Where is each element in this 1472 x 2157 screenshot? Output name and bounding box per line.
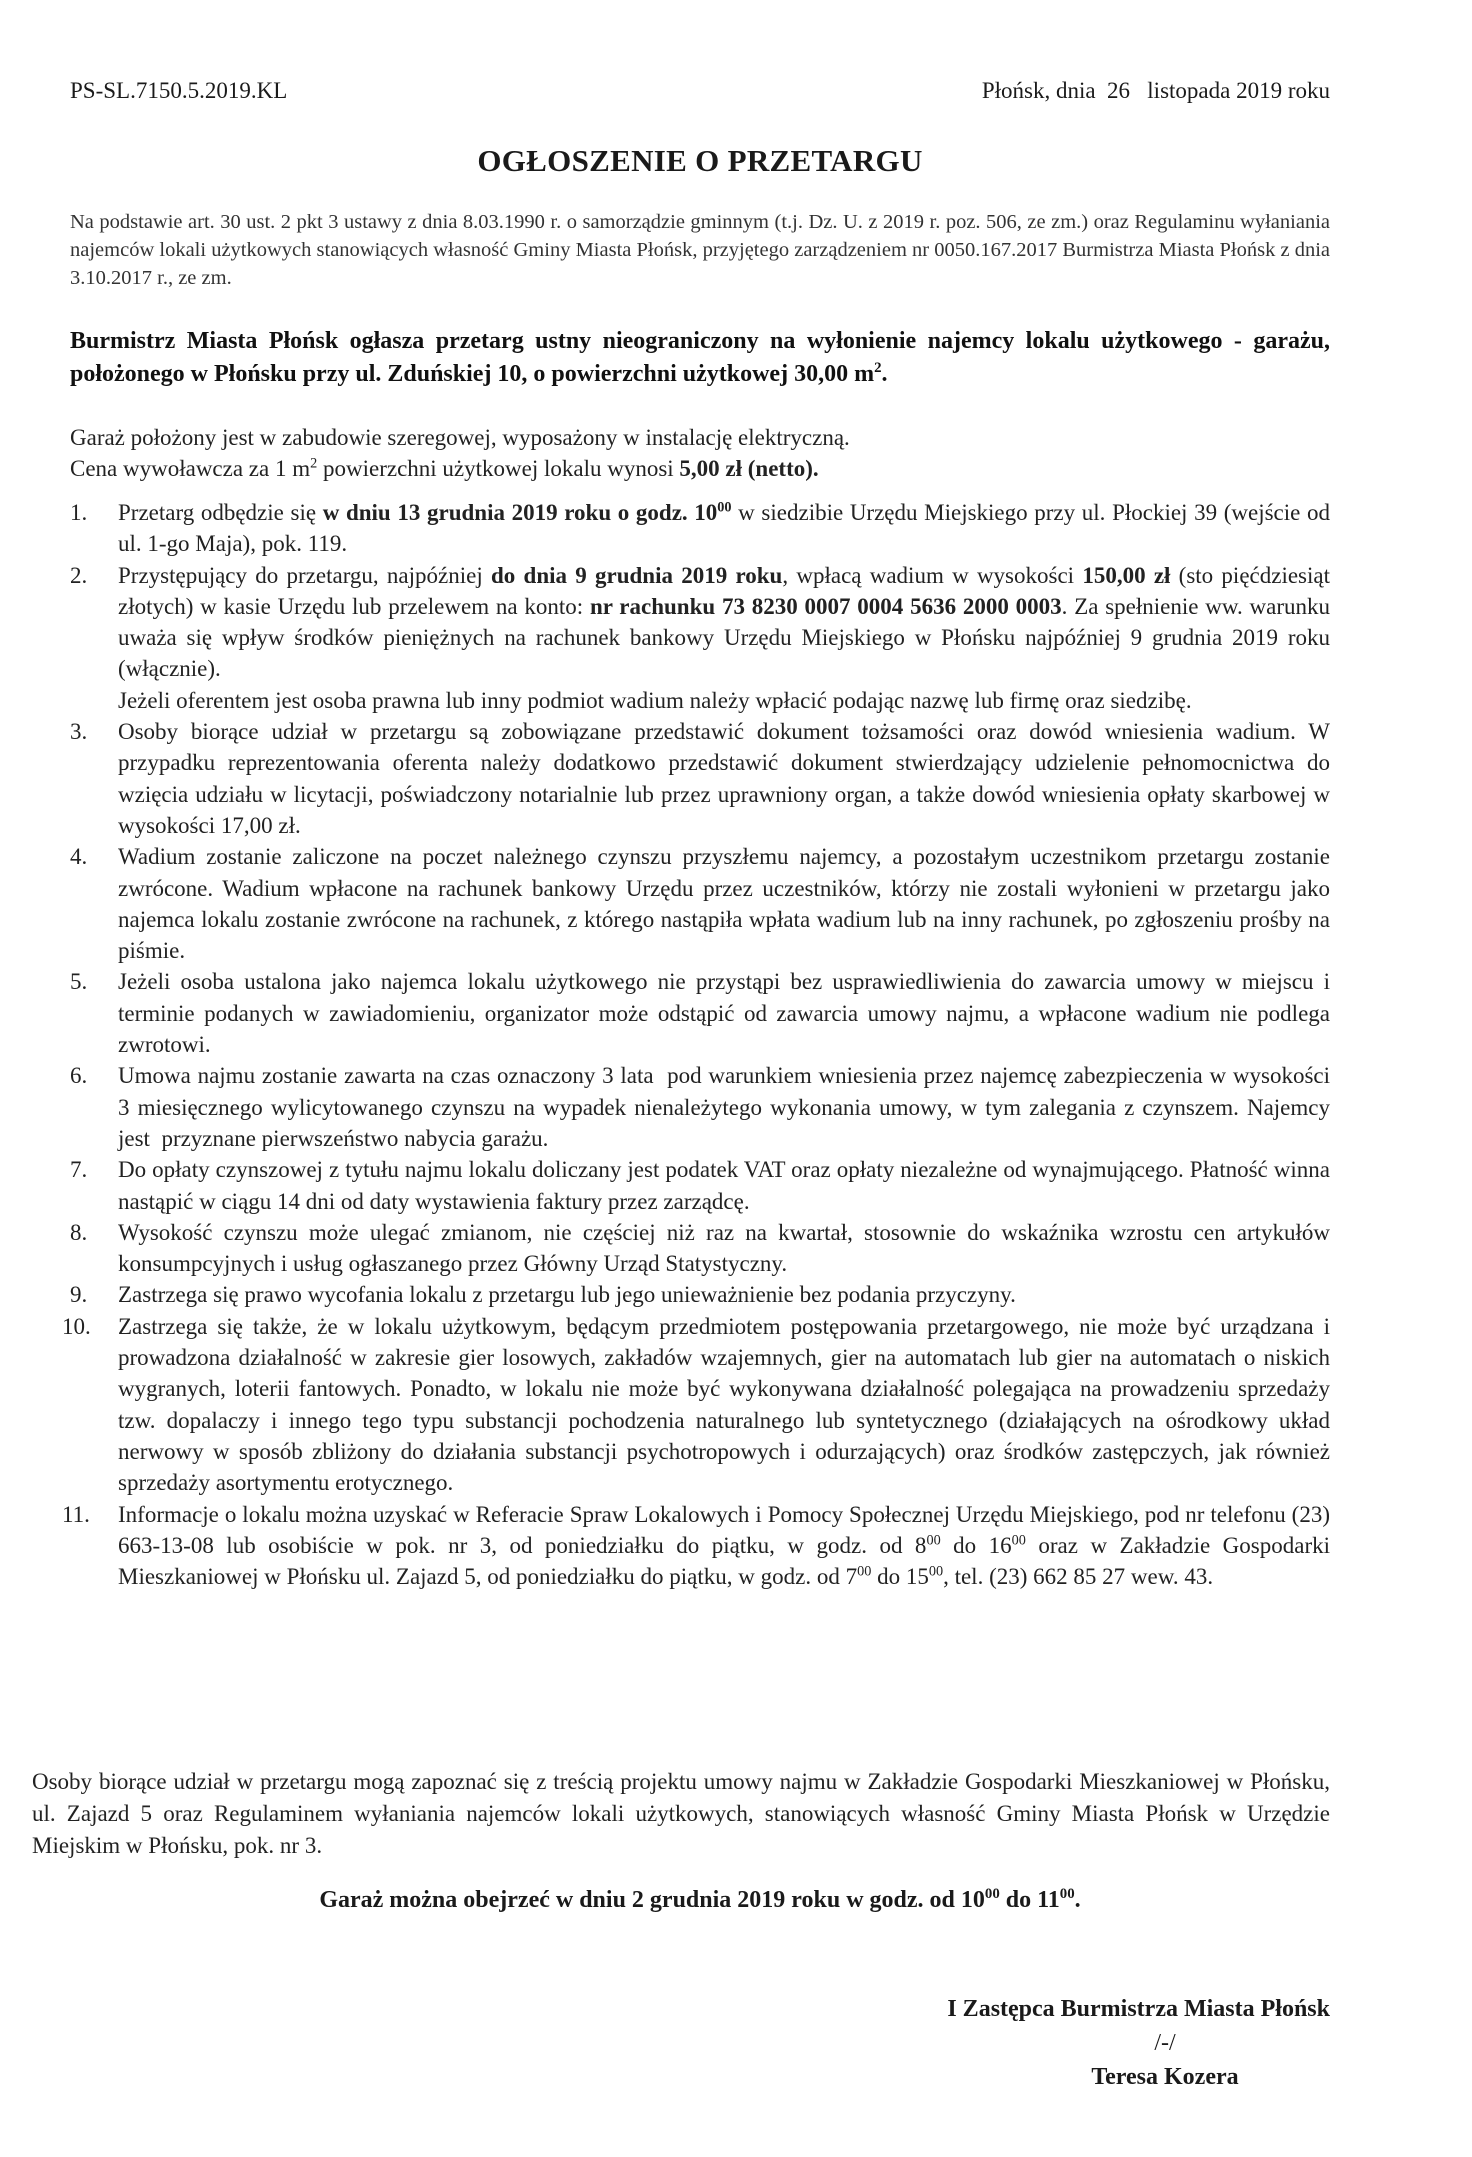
viewing-sup-1: 00 bbox=[984, 1886, 1000, 1902]
list-item-text: , wpłacą wadium w wysokości bbox=[782, 562, 1083, 588]
list-item-number: 7. bbox=[70, 1157, 88, 1183]
lead-announcement bbox=[70, 325, 1330, 391]
list-item-number: 11. bbox=[62, 1501, 90, 1527]
list-item-text: w dniu 13 grudnia 2019 roku o godz. 10 bbox=[322, 500, 718, 525]
list-item-text: 00 bbox=[857, 1563, 872, 1580]
lead-text: Burmistrz Miasta Płońsk ogłasza przetarg ustny nieograniczony na wyłonienie najemcy lokalu użytkowego - garażu, położonego w Płońsku przy ul. Zduńskiej 10, o powierzchni użytkowej 30,00 m bbox=[70, 328, 1330, 387]
document-header bbox=[70, 78, 1330, 110]
list-item bbox=[70, 497, 1336, 560]
document-title: OGŁOSZENIE O PRZETARGU bbox=[477, 143, 923, 178]
price-superscript: 2 bbox=[310, 455, 318, 472]
list-item-text: 150,00 zł bbox=[1082, 562, 1171, 588]
list-item-text: Zastrzega się także, że w lokalu użytkowym, będącym przedmiotem postępowania przetargowego, nie może być urządzana i prowadzona działalność w zakresie gier losowych, zakładów wzajemnych, gier na automatach lub gier na automatach o niskich wygranych, loterii fantowych. Ponadto, w lokalu nie może być wykonywana działalność polegająca na prowadzeniu sprzedaży tzw. dopalaczy i innego tego typu substancji pochodzenia naturalnego lub syntetycznego (działających na ośrodkowy układ nerwowy w sposób zbliżony do działania substancji psychotropowych i odurzających) oraz środków zastępczych, jak również sprzedaży asortymentu erotycznego. bbox=[118, 1313, 1336, 1496]
list-item-text: 00 bbox=[926, 1532, 941, 1549]
price-value: 5,00 zł (netto). bbox=[679, 456, 819, 481]
list-item bbox=[70, 1217, 1336, 1280]
legal-basis-paragraph: Na podstawie art. 30 ust. 2 pkt 3 ustawy z dnia 8.03.1990 r. o samorządzie gminnym (t.j. Dz. U. z 2019 r. poz. 506, ze zm.) oraz Regulaminu wyłaniania najemców lokali użytkowych stanowiących własność Gminy Miasta Płońsk, przyjętego zarządzeniem nr 0050.167.2017 Burmistrza Miasta Płońsk z dnia 3.10.2017 r., ze zm. bbox=[70, 211, 1330, 289]
list-item-number: 6. bbox=[70, 1063, 88, 1089]
viewing-notice bbox=[0, 1887, 1400, 1914]
list-item bbox=[70, 966, 1336, 1060]
list-item-number: 1. bbox=[70, 500, 88, 525]
list-item-text: nr rachunku 73 8230 0007 0004 5636 2000 0003 bbox=[589, 593, 1062, 619]
list-item bbox=[70, 560, 1336, 716]
price-line bbox=[70, 453, 1330, 484]
list-item bbox=[62, 1499, 1336, 1593]
signatory-name: Teresa Kozera bbox=[1091, 2064, 1239, 2090]
list-item-text: Wadium zostanie zaliczone na poczet należnego czynszu przyszłemu najemcy, a pozostałym uczestnikom przetargu zostanie zwrócone. Wadium wpłacone na rachunek bankowy Urzędu przez uczestników, którzy nie zostali wyłonieni w przetargu jako najemca lokalu zostanie zwrócone na rachunek, z którego nastąpiła wpłata wadium lub na inny rachunek, po zgłoszeniu prośby na piśmie. bbox=[118, 844, 1336, 964]
list-item-text: oraz w Zakładzie Gospodarki Mieszkaniowej w Płońsku ul. Zajazd 5, od poniedziałku do piątku, w godz. od 7 bbox=[118, 1532, 1336, 1590]
list-item-text: Przetarg odbędzie się bbox=[118, 500, 323, 525]
reference-number: PS-SL.7150.5.2019.KL bbox=[70, 78, 288, 103]
list-item-text: Jeżeli osoba ustalona jako najemca lokalu użytkowego nie przystąpi bez usprawiedliwienia do zawarcia umowy w miejscu i terminie podanych w zawiadomieniu, organizator może odstąpić od zawarcia umowy najmu, a wpłacone wadium nie podlega zwrotowi. bbox=[118, 969, 1336, 1058]
garage-description bbox=[70, 422, 1330, 484]
lead-superscript: 2 bbox=[874, 360, 882, 376]
conditions-list bbox=[62, 497, 1336, 1592]
list-item-text: Jeżeli oferentem jest osoba prawna lub inny podmiot wadium należy wpłacić podając nazwę lub firmę oraz siedzibę. bbox=[118, 687, 1192, 713]
list-item bbox=[70, 716, 1336, 841]
list-item-text: Umowa najmu zostanie zawarta na czas oznaczony 3 lata pod warunkiem wniesienia przez najemcę zabezpieczenia w wysokości 3 miesięcznego wylicytowanego czynszu na wypadek nienależytego wykonania umowy, w tym zalegania z czynszem. Najemcy jest przyznane pierwszeństwo nabycia garażu. bbox=[118, 1063, 1336, 1151]
list-item-text: . Za spełnienie ww. warunku uważa się wpływ środków pieniężnych na rachunek bankowy Urzędu Miejskiego w Płońsku najpóźniej 9 grudnia 2019 roku (włącznie). bbox=[118, 593, 1336, 682]
list-item bbox=[70, 1060, 1336, 1154]
list-item-text: Wysokość czynszu może ulegać zmianom, nie częściej niż raz na kwartał, stosownie do wskaźnika wzrostu cen artykułów konsumpcyjnych i usług ogłaszanego przez Główny Urząd Statystyczny. bbox=[118, 1219, 1336, 1277]
list-item-text: w siedzibie Urzędu Miejskiego przy ul. Płockiej 39 (wejście od ul. 1-go Maja), pok. 119. bbox=[118, 500, 1336, 557]
signatory-position: I Zastępca Burmistrza Miasta Płońsk bbox=[947, 1996, 1330, 2022]
list-item-text: do dnia 9 grudnia 2019 roku bbox=[490, 562, 783, 588]
list-item-text: Osoby biorące udział w przetargu są zobowiązane przedstawić dokument tożsamości oraz dowód wniesienia wadium. W przypadku reprezentowania oferenta należy dodatkowo przedstawić dokument stwierdzający udzielenie pełnomocnictwa do wzięcia udziału w licytacji, poświadczony notarialnie lub przez uprawniony organ, a także dowód wniesienia opłaty skarbowej w wysokości 17,00 zł. bbox=[118, 719, 1336, 838]
list-item-text: 00 bbox=[717, 499, 732, 516]
list-item-number: 4. bbox=[70, 844, 88, 870]
price-text-b: powierzchni użytkowej lokalu wynosi bbox=[317, 456, 680, 481]
list-item-text: , tel. (23) 662 85 27 wew. 43. bbox=[943, 1564, 1214, 1590]
list-item bbox=[70, 841, 1336, 966]
list-item-text: do 16 bbox=[940, 1532, 1012, 1558]
viewing-text-c: . bbox=[1074, 1887, 1081, 1913]
list-item bbox=[70, 1154, 1336, 1217]
list-item-number: 10. bbox=[62, 1313, 91, 1339]
closing-paragraph: Osoby biorące udział w przetargu mogą zapoznać się z treścią projektu umowy najmu w Zakładzie Gospodarki Mieszkaniowej w Płońsku, ul. Zajazd 5 oraz Regulaminem wyłaniania najemców lokali użytkowych, stanowiących własność Gminy Miasta Płońsk w Urzędzie Miejskim w Płońsku, pok. nr 3. bbox=[32, 1769, 1330, 1858]
list-item bbox=[62, 1311, 1336, 1499]
viewing-text-b: do 11 bbox=[999, 1887, 1060, 1913]
list-item-text: do 15 bbox=[871, 1564, 929, 1590]
list-item bbox=[70, 1279, 1330, 1310]
viewing-sup-2: 00 bbox=[1059, 1886, 1075, 1902]
list-item-number: 8. bbox=[70, 1219, 88, 1245]
list-item-number: 9. bbox=[70, 1282, 88, 1308]
list-item-text: Przystępujący do przetargu, najpóźniej bbox=[118, 562, 491, 588]
list-item-text: 00 bbox=[1011, 1532, 1026, 1549]
viewing-text-a: Garaż można obejrzeć w dniu 2 grudnia 2019 roku w godz. od 10 bbox=[319, 1887, 985, 1913]
list-item-number: 3. bbox=[70, 719, 88, 745]
list-item-text: Zastrzega się prawo wycofania lokalu z przetargu lub jego unieważnienie bez podania przyczyny. bbox=[118, 1282, 1016, 1308]
price-text-a: Cena wywoławcza za 1 m bbox=[70, 456, 311, 481]
list-item-text: Do opłaty czynszowej z tytułu najmu lokalu doliczany jest podatek VAT oraz opłaty niezależne od wynajmującego. Płatność winna nastąpić w ciągu 14 dni od daty wystawienia faktury przez zarządcę. bbox=[118, 1157, 1336, 1214]
list-item-text: (sto pięćdziesiąt złotych) w kasie Urzędu lub przelewem na konto: bbox=[118, 562, 1336, 619]
list-item-number: 5. bbox=[70, 969, 88, 995]
list-item-text: Informacje o lokalu można uzyskać w Referacie Spraw Lokalowych i Pomocy Społecznej Urzędu Miejskiego, pod nr telefonu (23) 663-13-08 lub osobiście w pok. nr 3, od poniedziałku do piątku, w godz. od 8 bbox=[118, 1501, 1336, 1558]
signature-mark: /-/ bbox=[1154, 2030, 1176, 2056]
list-item-number: 2. bbox=[70, 562, 88, 588]
signature-block bbox=[800, 1992, 1330, 2094]
document-date: Płońsk, dnia 26 listopada 2019 roku bbox=[981, 78, 1330, 103]
lead-end: . bbox=[881, 361, 888, 387]
description-line: Garaż położony jest w zabudowie szeregowej, wyposażony w instalację elektryczną. bbox=[70, 425, 850, 450]
list-item-text: 00 bbox=[928, 1563, 944, 1580]
